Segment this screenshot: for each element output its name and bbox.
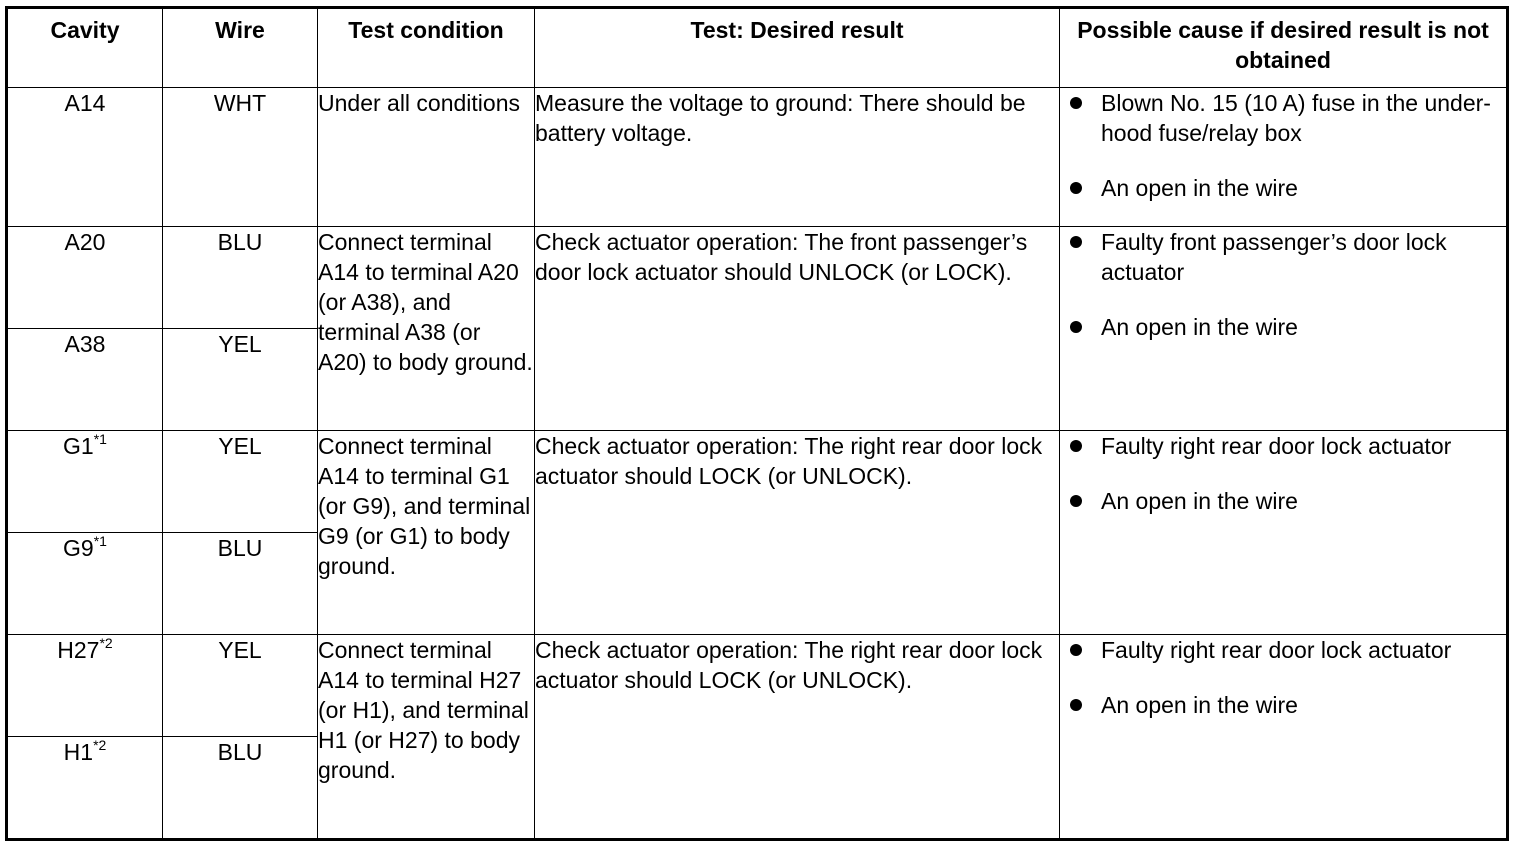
desired-result-cell: Measure the voltage to ground: There should be battery voltage.: [535, 88, 1060, 227]
table-row: [7, 88, 1508, 227]
cause-list: [1060, 431, 1506, 516]
cause-item: [1060, 88, 1506, 148]
cause-text: Faulty right rear door lock actuator: [1101, 637, 1452, 663]
footnote-marker: *1: [93, 431, 107, 447]
cause-text: An open in the wire: [1101, 692, 1298, 718]
cause-text: An open in the wire: [1101, 488, 1298, 514]
test-condition-cell: Connect terminal A14 to terminal G1 (or G9), and terminal G9 (or G1) to body ground.: [318, 431, 535, 635]
cavity-label: A14: [64, 90, 106, 116]
cause-item: [1060, 431, 1506, 461]
cavity-cell: [7, 635, 163, 737]
cause-text: Blown No. 15 (10 A) fuse in the under-hood fuse/relay box: [1101, 90, 1491, 146]
table-row: [7, 635, 1508, 737]
bullet-icon: [1070, 440, 1082, 452]
test-condition-cell: Under all conditions: [318, 88, 535, 227]
cause-text: Faulty front passenger’s door lock actuator: [1101, 229, 1447, 285]
table-row: [7, 227, 1508, 329]
wire-color-cell: BLU: [163, 227, 318, 329]
bullet-icon: [1070, 321, 1082, 333]
wire-color-cell: YEL: [163, 329, 318, 431]
cause-item: [1060, 690, 1506, 720]
cause-list: [1060, 88, 1506, 203]
cause-list: [1060, 227, 1506, 342]
bullet-icon: [1070, 699, 1082, 711]
cavity-label: A38: [64, 331, 106, 357]
cavity-label: G9: [63, 535, 94, 561]
cause-text: Faulty right rear door lock actuator: [1101, 433, 1452, 459]
footnote-marker: *2: [93, 737, 107, 753]
wire-color-cell: WHT: [163, 88, 318, 227]
cause-item: [1060, 635, 1506, 665]
cavity-label: G1: [63, 433, 94, 459]
header-cavity: Cavity: [7, 8, 163, 88]
possible-cause-cell: [1060, 88, 1508, 227]
cause-item: [1060, 486, 1506, 516]
table-row: [7, 431, 1508, 533]
header-test-condition: Test condition: [318, 8, 535, 88]
bullet-icon: [1070, 495, 1082, 507]
cause-text: An open in the wire: [1101, 314, 1298, 340]
test-condition-cell: Connect terminal A14 to terminal A20 (or A38), and terminal A38 (or A20) to body ground.: [318, 227, 535, 431]
cavity-cell: [7, 329, 163, 431]
cavity-label: H27: [57, 637, 100, 663]
wire-color-cell: YEL: [163, 431, 318, 533]
cause-list: [1060, 635, 1506, 720]
header-desired-result: Test: Desired result: [535, 8, 1060, 88]
bullet-icon: [1070, 644, 1082, 656]
cavity-cell: [7, 227, 163, 329]
cause-item: [1060, 173, 1506, 203]
header-possible-cause: Possible cause if desired result is not obtained: [1060, 8, 1508, 88]
header-row: [7, 8, 1508, 88]
wire-color-cell: BLU: [163, 533, 318, 635]
desired-result-cell: Check actuator operation: The front passenger’s door lock actuator should UNLOCK (or LOCK).: [535, 227, 1060, 431]
cavity-cell: [7, 533, 163, 635]
footnote-marker: *2: [99, 635, 113, 651]
test-condition-cell: Connect terminal A14 to terminal H27 (or H1), and terminal H1 (or H27) to body ground.: [318, 635, 535, 840]
desired-result-cell: Check actuator operation: The right rear door lock actuator should LOCK (or UNLOCK).: [535, 635, 1060, 840]
possible-cause-cell: [1060, 227, 1508, 431]
desired-result-cell: Check actuator operation: The right rear door lock actuator should LOCK (or UNLOCK).: [535, 431, 1060, 635]
bullet-icon: [1070, 97, 1082, 109]
possible-cause-cell: [1060, 431, 1508, 635]
bullet-icon: [1070, 236, 1082, 248]
cavity-label: H1: [63, 739, 94, 765]
bullet-icon: [1070, 182, 1082, 194]
cause-item: [1060, 227, 1506, 287]
diagnostic-table: [5, 6, 1509, 841]
footnote-marker: *1: [93, 533, 107, 549]
cause-item: [1060, 312, 1506, 342]
wire-color-cell: YEL: [163, 635, 318, 737]
possible-cause-cell: [1060, 635, 1508, 840]
cavity-cell: [7, 737, 163, 840]
cavity-cell: [7, 431, 163, 533]
cavity-label: A20: [64, 229, 106, 255]
cause-text: An open in the wire: [1101, 175, 1298, 201]
header-wire: Wire: [163, 8, 318, 88]
wire-color-cell: BLU: [163, 737, 318, 840]
cavity-cell: [7, 88, 163, 227]
